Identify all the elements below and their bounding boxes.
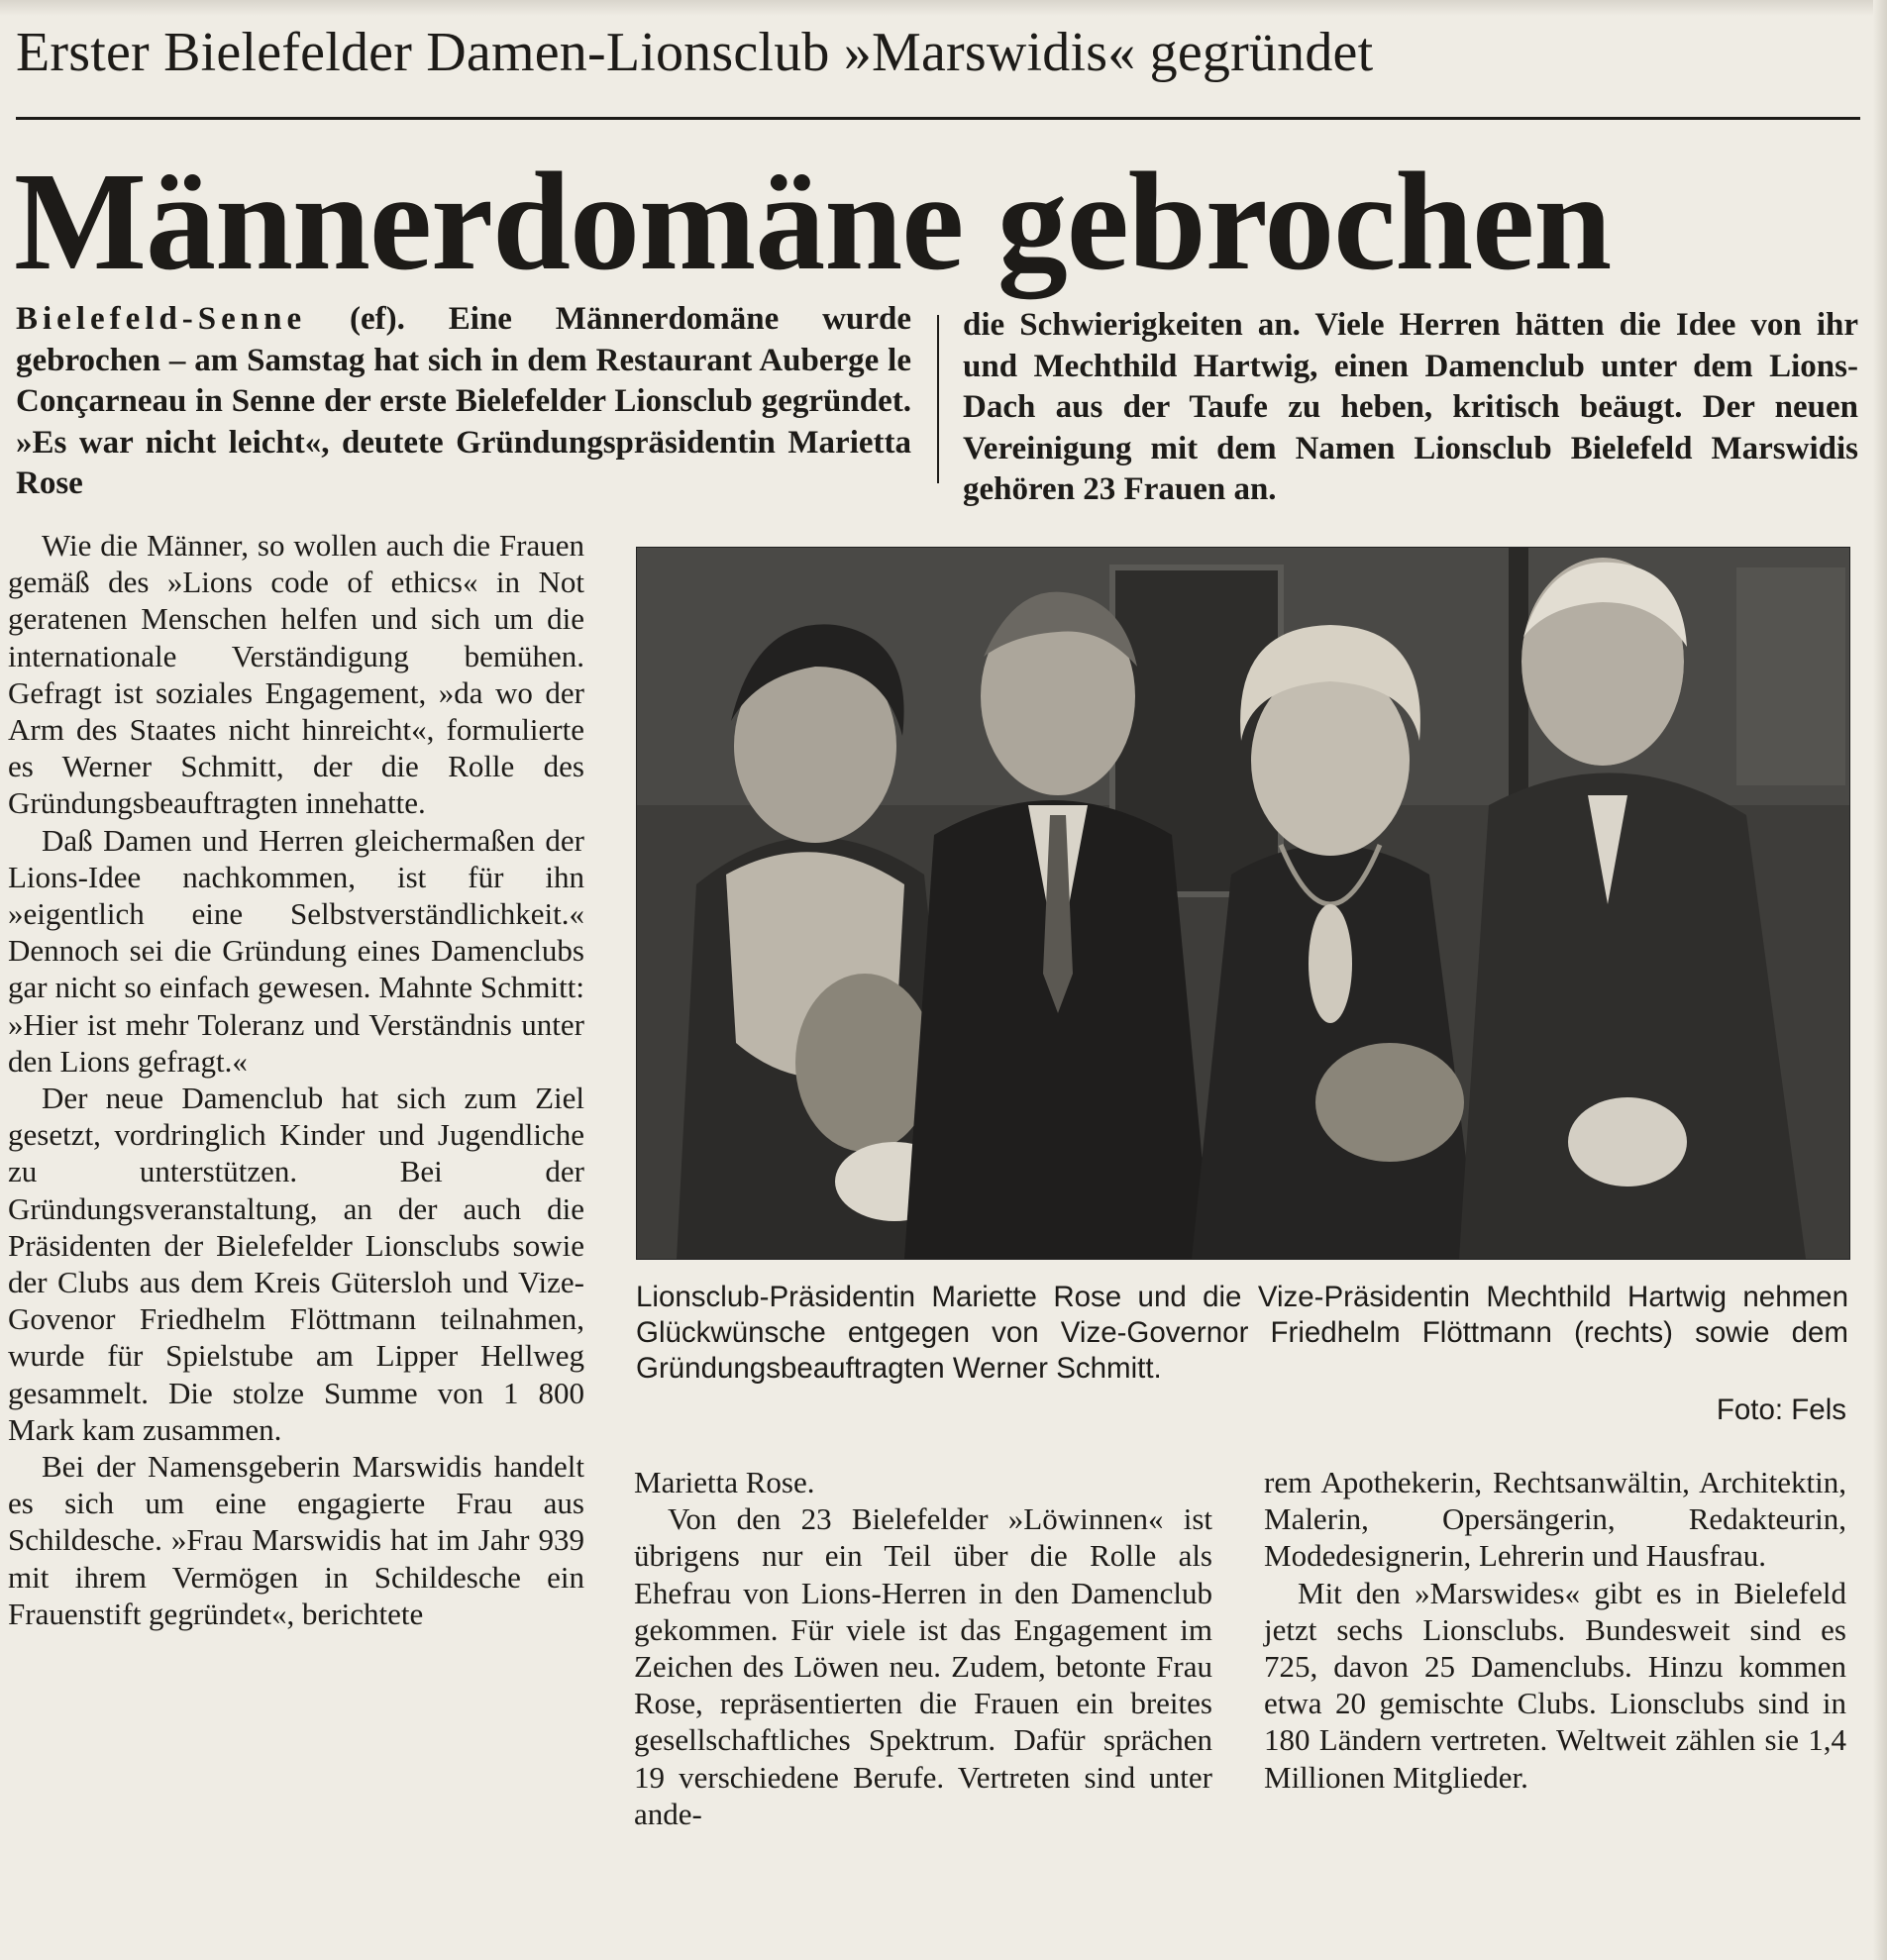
body-column-2 [634, 1464, 1212, 1832]
paragraph: Mit den »Marswides« gibt es in Bielefeld jetzt sechs Lionsclubs. Bundesweit sind es 725, davon 25 Damenclubs. Hinzu kommen etwa 20 gemischte Clubs. Lionsclubs sind in 180 Ländern vertreten. Weltweit zählen sie 1,4 Millionen Mitglieder. [1264, 1575, 1846, 1795]
body-column-3 [1264, 1464, 1846, 1796]
paragraph: Bei der Namensgeberin Marswidis handelt es sich um eine engagierte Frau aus Schildesche. »Frau Marswidis hat im Jahr 939 mit ihrem Vermögen in Schildesche ein Frauenstift gegründet«, berichtete [8, 1449, 584, 1631]
dateline: Bielefeld-Senne [16, 301, 307, 337]
paragraph: Von den 23 Bielefelder »Löwinnen« ist übrigens nur ein Teil über die Rolle als Ehefrau von Lions-Herren in den Damenclub gekommen. Für viele ist das Engagement im Zeichen des Löwen neu. Zudem, betonte Frau Rose, repräsentierten die Frauen ein breites gesellschaftliches Spektrum. Dafür sprächen 19 verschiedene Berufe. Vertreten sind unter ande- [634, 1501, 1212, 1831]
photo-credit: Foto: Fels [1716, 1393, 1846, 1426]
kicker-rule [16, 117, 1860, 120]
paper-edge-right [1873, 0, 1887, 1960]
group-photo [636, 547, 1850, 1260]
kicker-headline: Erster Bielefelder Damen-Lionsclub »Marswidis« gegründet [16, 22, 1374, 83]
lead-text-left: (ef). Eine Männerdomäne wurde gebrochen – am Samstag hat sich in dem Restaurant Auberge le Conçarneau in Senne der erste Bielefelder Lionsclub gegründet. »Es war nicht leicht«, deutete Gründungspräsidentin Marietta Rose [16, 301, 911, 501]
paragraph: Wie die Männer, so wollen auch die Frauen gemäß des »Lions code of ethics« in Not geratenen Menschen helfen und sich um die internationale Verständigung bemühen. Gefragt ist soziales Engagement, »da wo der Arm des Staates nicht hinreicht«, formulierte es Werner Schmitt, der die Rolle des Gründungsbeauftragten innehatte. [8, 528, 584, 821]
photo-caption: Lionsclub-Präsidentin Mariette Rose und die Vize-Präsidentin Mechthild Hartwig nehmen Glückwünsche entgegen von Vize-Governor Friedhelm Flöttmann (rechts) sowie dem Gründungsbeauftragten Werner Schmitt. [636, 1281, 1848, 1385]
paper-edge-top [0, 0, 1887, 16]
paragraph: rem Apothekerin, Rechtsanwältin, Architektin, Malerin, Opersängerin, Redakteurin, Modedesignerin, Lehrerin und Hausfrau. [1264, 1465, 1846, 1574]
paragraph: Daß Damen und Herren gleichermaßen der Lions-Idee nachkommen, ist für ihn »eigentlich eine Selbstverständlichkeit.« Dennoch sei die Gründung eines Damenclubs gar nicht so einfach gewesen. Mahnte Schmitt: »Hier ist mehr Toleranz und Verständnis unter den Lions gefragt.« [8, 822, 584, 1079]
paragraph: Marietta Rose. [634, 1465, 815, 1499]
lead-paragraph-right: die Schwierigkeiten an. Viele Herren hätten die Idee von ihr und Mechthild Hartwig, einen Damenclub unter dem Lions-Dach aus der Taufe zu heben, kritisch beäugt. Der neuen Vereinigung mit dem Namen Lionsclub Bielefeld Marswidis gehören 23 Frauen an. [963, 307, 1858, 507]
lead-paragraph-left [16, 299, 911, 505]
headline: Männerdomäne gebrochen [14, 143, 1612, 299]
body-column-1 [8, 527, 584, 1632]
paragraph: Der neue Damenclub hat sich zum Ziel gesetzt, vordringlich Kinder und Jugendliche zu unterstützen. Bei der Gründungsveranstaltung, an der auch die Präsidenten der Bielefelder Lionsclubs sowie der Clubs aus dem Kreis Gütersloh und Vize-Govenor Friedhelm Flöttmann teilnahmen, wurde für Spielstube am Lipper Hellweg gesammelt. Die stolze Summe von 1 800 Mark kam zusammen. [8, 1081, 584, 1447]
lead-column-rule [937, 315, 939, 483]
